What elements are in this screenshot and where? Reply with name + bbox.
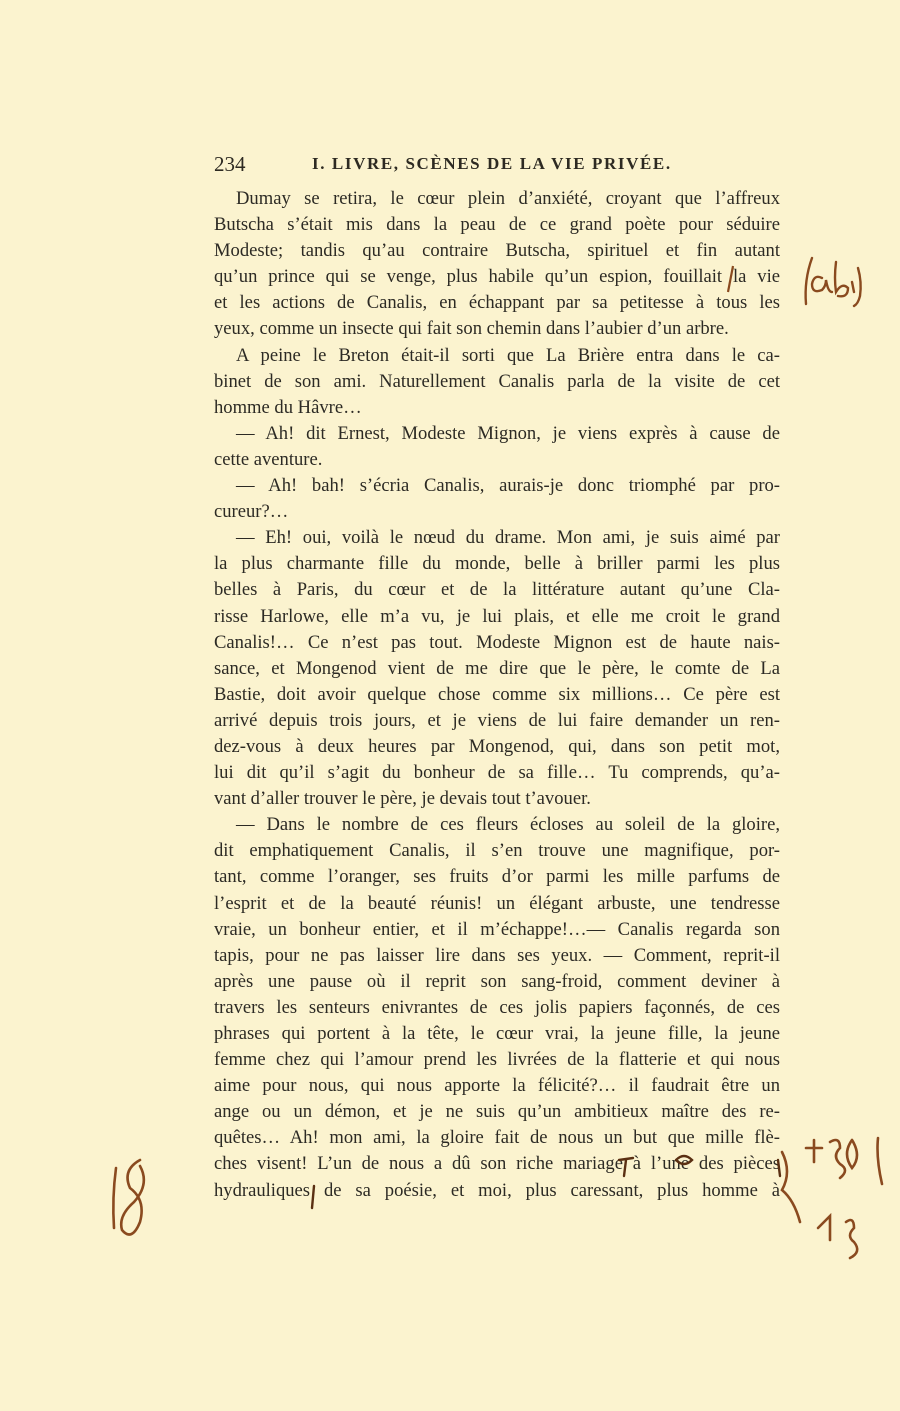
text-line: aime pour nous, qui nous apporte la félicité?… il faudrait être un bbox=[214, 1075, 780, 1097]
text-line: la plus charmante fille du monde, belle à briller parmi les plus bbox=[214, 553, 780, 575]
margin-note-top-right bbox=[806, 258, 861, 306]
text-line: binet de son ami. Naturellement Canalis parla de la visite de cet bbox=[214, 370, 780, 392]
text-line: hydrauliques de sa poésie, et moi, plus caressant, plus homme à bbox=[214, 1179, 780, 1201]
text-line: après une pause où il reprit son sang-froid, comment deviner à bbox=[214, 970, 780, 992]
text-line: A peine le Breton était-il sorti que La Brière entra dans le ca- bbox=[236, 344, 780, 366]
text-line: arrivé depuis trois jours, et je viens de lui faire demander un ren- bbox=[214, 709, 780, 731]
text-line: dez-vous à deux heures par Mongenod, qui, dans son petit mot, bbox=[214, 735, 780, 757]
text-line: et les actions de Canalis, en échappant par sa petitesse à tous les bbox=[214, 292, 780, 314]
text-line: ange ou un démon, et je ne suis qu’un ambitieux maître des re- bbox=[214, 1101, 780, 1123]
text-line: Bastie, doit avoir quelque chose comme six millions… Ce père est bbox=[214, 683, 780, 705]
margin-note-bottom-left bbox=[113, 1160, 144, 1235]
text-line: Butscha s’était mis dans la peau de ce grand poète pour séduire bbox=[214, 214, 780, 236]
text-line: phrases qui portent à la tête, le cœur vrai, la jeune fille, la jeune bbox=[214, 1023, 780, 1044]
text-line: Canalis!… Ce n’est pas tout. Modeste Mignon est de haute nais- bbox=[214, 631, 780, 653]
text-line: tapis, pour ne pas laisser lire dans ses yeux. — Comment, reprit-il bbox=[214, 944, 780, 966]
body-text bbox=[214, 186, 780, 1204]
running-head: I. LIVRE, SCÈNES DE LA VIE PRIVÉE. bbox=[312, 154, 672, 173]
text-line: homme du Hâvre… bbox=[214, 396, 362, 418]
text-line: travers les senteurs enivrantes de ces jolis papiers façonnés, de ces bbox=[214, 996, 780, 1018]
text-line: — Eh! oui, voilà le nœud du drame. Mon ami, je suis aimé par bbox=[236, 527, 780, 549]
text-line: quêtes… Ah! mon ami, la gloire fait de nous un but que mille flè- bbox=[214, 1127, 780, 1149]
text-line: Modeste; tandis qu’au contraire Butscha, spirituel et fin autant bbox=[214, 240, 780, 262]
text-line: yeux, comme un insecte qui fait son chemin dans l’aubier d’un arbre. bbox=[214, 318, 729, 340]
text-line: vant d’aller trouver le père, je devais tout t’avouer. bbox=[214, 788, 591, 810]
text-line: belles à Paris, du cœur et de la littérature autant qu’une Cla- bbox=[214, 579, 780, 601]
text-line: tant, comme l’oranger, ses fruits d’or parmi les mille parfums de bbox=[214, 866, 780, 888]
text-line: cureur?… bbox=[214, 501, 289, 523]
text-line: dit emphatiquement Canalis, il s’en trouve une magnifique, por- bbox=[214, 840, 780, 862]
text-line: femme chez qui l’amour prend les livrées de la flatterie et qui nous bbox=[214, 1049, 780, 1071]
text-line: Dumay se retira, le cœur plein d’anxiété, croyant que l’affreux bbox=[236, 188, 780, 209]
text-line: — Ah! bah! s’écria Canalis, aurais-je donc triomphé par pro- bbox=[236, 475, 780, 497]
text-line: risse Harlowe, elle m’a vu, je lui plais, et elle me croit le grand bbox=[214, 605, 780, 627]
text-line: — Dans le nombre de ces fleurs écloses au soleil de la gloire, bbox=[236, 814, 780, 836]
text-line: lui dit qu’il s’agit du bonheur de sa fille… Tu comprends, qu’a- bbox=[214, 762, 780, 784]
text-line: cette aventure. bbox=[214, 448, 323, 470]
text-line: — Ah! dit Ernest, Modeste Mignon, je viens exprès à cause de bbox=[236, 422, 780, 444]
text-line: l’esprit et de la beauté réunis! un élégant arbuste, une tendresse bbox=[214, 892, 780, 914]
text-line: qu’un prince qui se venge, plus habile qu’un espion, fouillait la vie bbox=[214, 266, 780, 288]
page-header bbox=[214, 152, 786, 182]
text-line: ches visent! L’un de nous a dû son riche mariage à l’une des pièces bbox=[214, 1153, 780, 1175]
text-line: sance, et Mongenod vient de me dire que le père, le comte de La bbox=[214, 657, 780, 679]
margin-note-bottom-right bbox=[782, 1138, 882, 1258]
page-number: 234 bbox=[214, 152, 246, 176]
text-line: vraie, un bonheur entier, et il m’échappe!…— Canalis regarda son bbox=[214, 918, 780, 940]
